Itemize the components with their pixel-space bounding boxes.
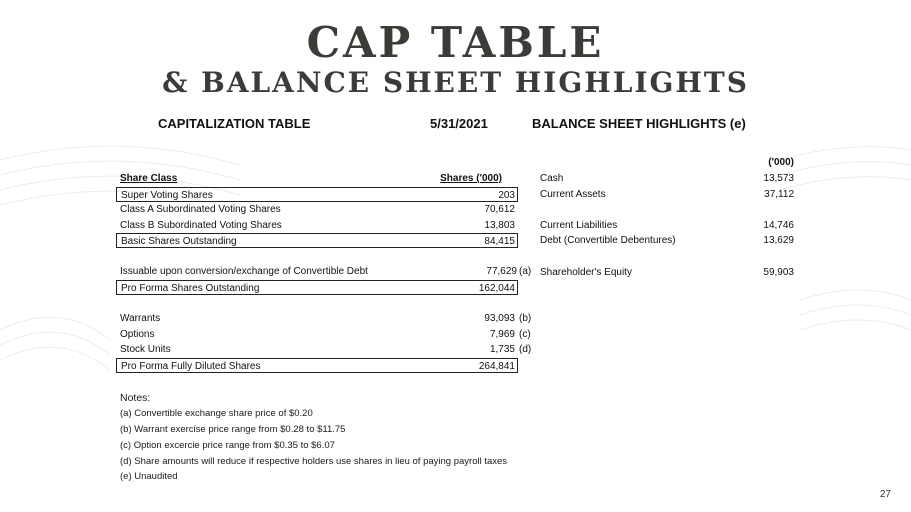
unit-label: ('000): [768, 157, 794, 168]
footnote-marker: (b): [519, 313, 532, 324]
table-row: Super Voting Shares 203: [116, 187, 518, 202]
table-row: Cash 13,573: [540, 173, 794, 184]
cap-table-heading: CAPITALIZATION TABLE: [158, 116, 311, 131]
date-heading: 5/31/2021: [430, 116, 488, 131]
table-row: Debt (Convertible Debentures) 13,629: [540, 235, 794, 246]
table-row: Pro Forma Fully Diluted Shares 264,841: [116, 358, 518, 373]
col-shares: Shares ('000): [440, 173, 502, 184]
balance-sheet-heading: BALANCE SHEET HIGHLIGHTS (e): [532, 116, 746, 131]
table-row: Stock Units 1,735: [120, 344, 515, 355]
note-item: (d) Share amounts will reduce if respective holders use shares in lieu of paying payroll taxes: [120, 456, 508, 467]
note-item: (e) Unaudited: [120, 471, 178, 482]
page-title: CAP TABLE: [306, 18, 605, 67]
table-row: Current Liabilities 14,746: [540, 220, 794, 231]
notes-heading: Notes:: [120, 392, 151, 404]
page-subtitle: & BALANCE SHEET HIGHLIGHTS: [162, 66, 749, 99]
footnote-marker: (a): [519, 266, 532, 277]
table-row: Options 7,969: [120, 329, 515, 340]
table-row: Warrants 93,093: [120, 313, 515, 324]
table-row: Shareholder's Equity 59,903: [540, 267, 794, 278]
table-row: Current Assets 37,112: [540, 189, 794, 200]
footnote-marker: (c): [519, 329, 531, 340]
table-row: Pro Forma Shares Outstanding 162,044: [116, 280, 518, 295]
note-item: (b) Warrant exercise price range from $0.28 to $11.75: [120, 424, 346, 435]
note-item: (a) Convertible exchange share price of $0.20: [120, 408, 313, 419]
note-item: (c) Option excercie price range from $0.35 to $6.07: [120, 440, 335, 451]
table-row: Basic Shares Outstanding 84,415: [116, 233, 518, 248]
cap-table: [116, 171, 520, 376]
balance-sheet-table: [540, 155, 796, 290]
cap-table-header: [116, 171, 518, 186]
footnote-markers: [518, 171, 538, 376]
table-row: Class A Subordinated Voting Shares 70,612: [120, 204, 515, 215]
table-row: Issuable upon conversion/exchange of Convertible Debt 77,629: [120, 266, 517, 277]
table-row: Class B Subordinated Voting Shares 13,803: [120, 220, 515, 231]
footnote-marker: (d): [519, 344, 532, 355]
page-number: 27: [879, 489, 891, 500]
col-share-class: Share Class: [120, 173, 178, 184]
